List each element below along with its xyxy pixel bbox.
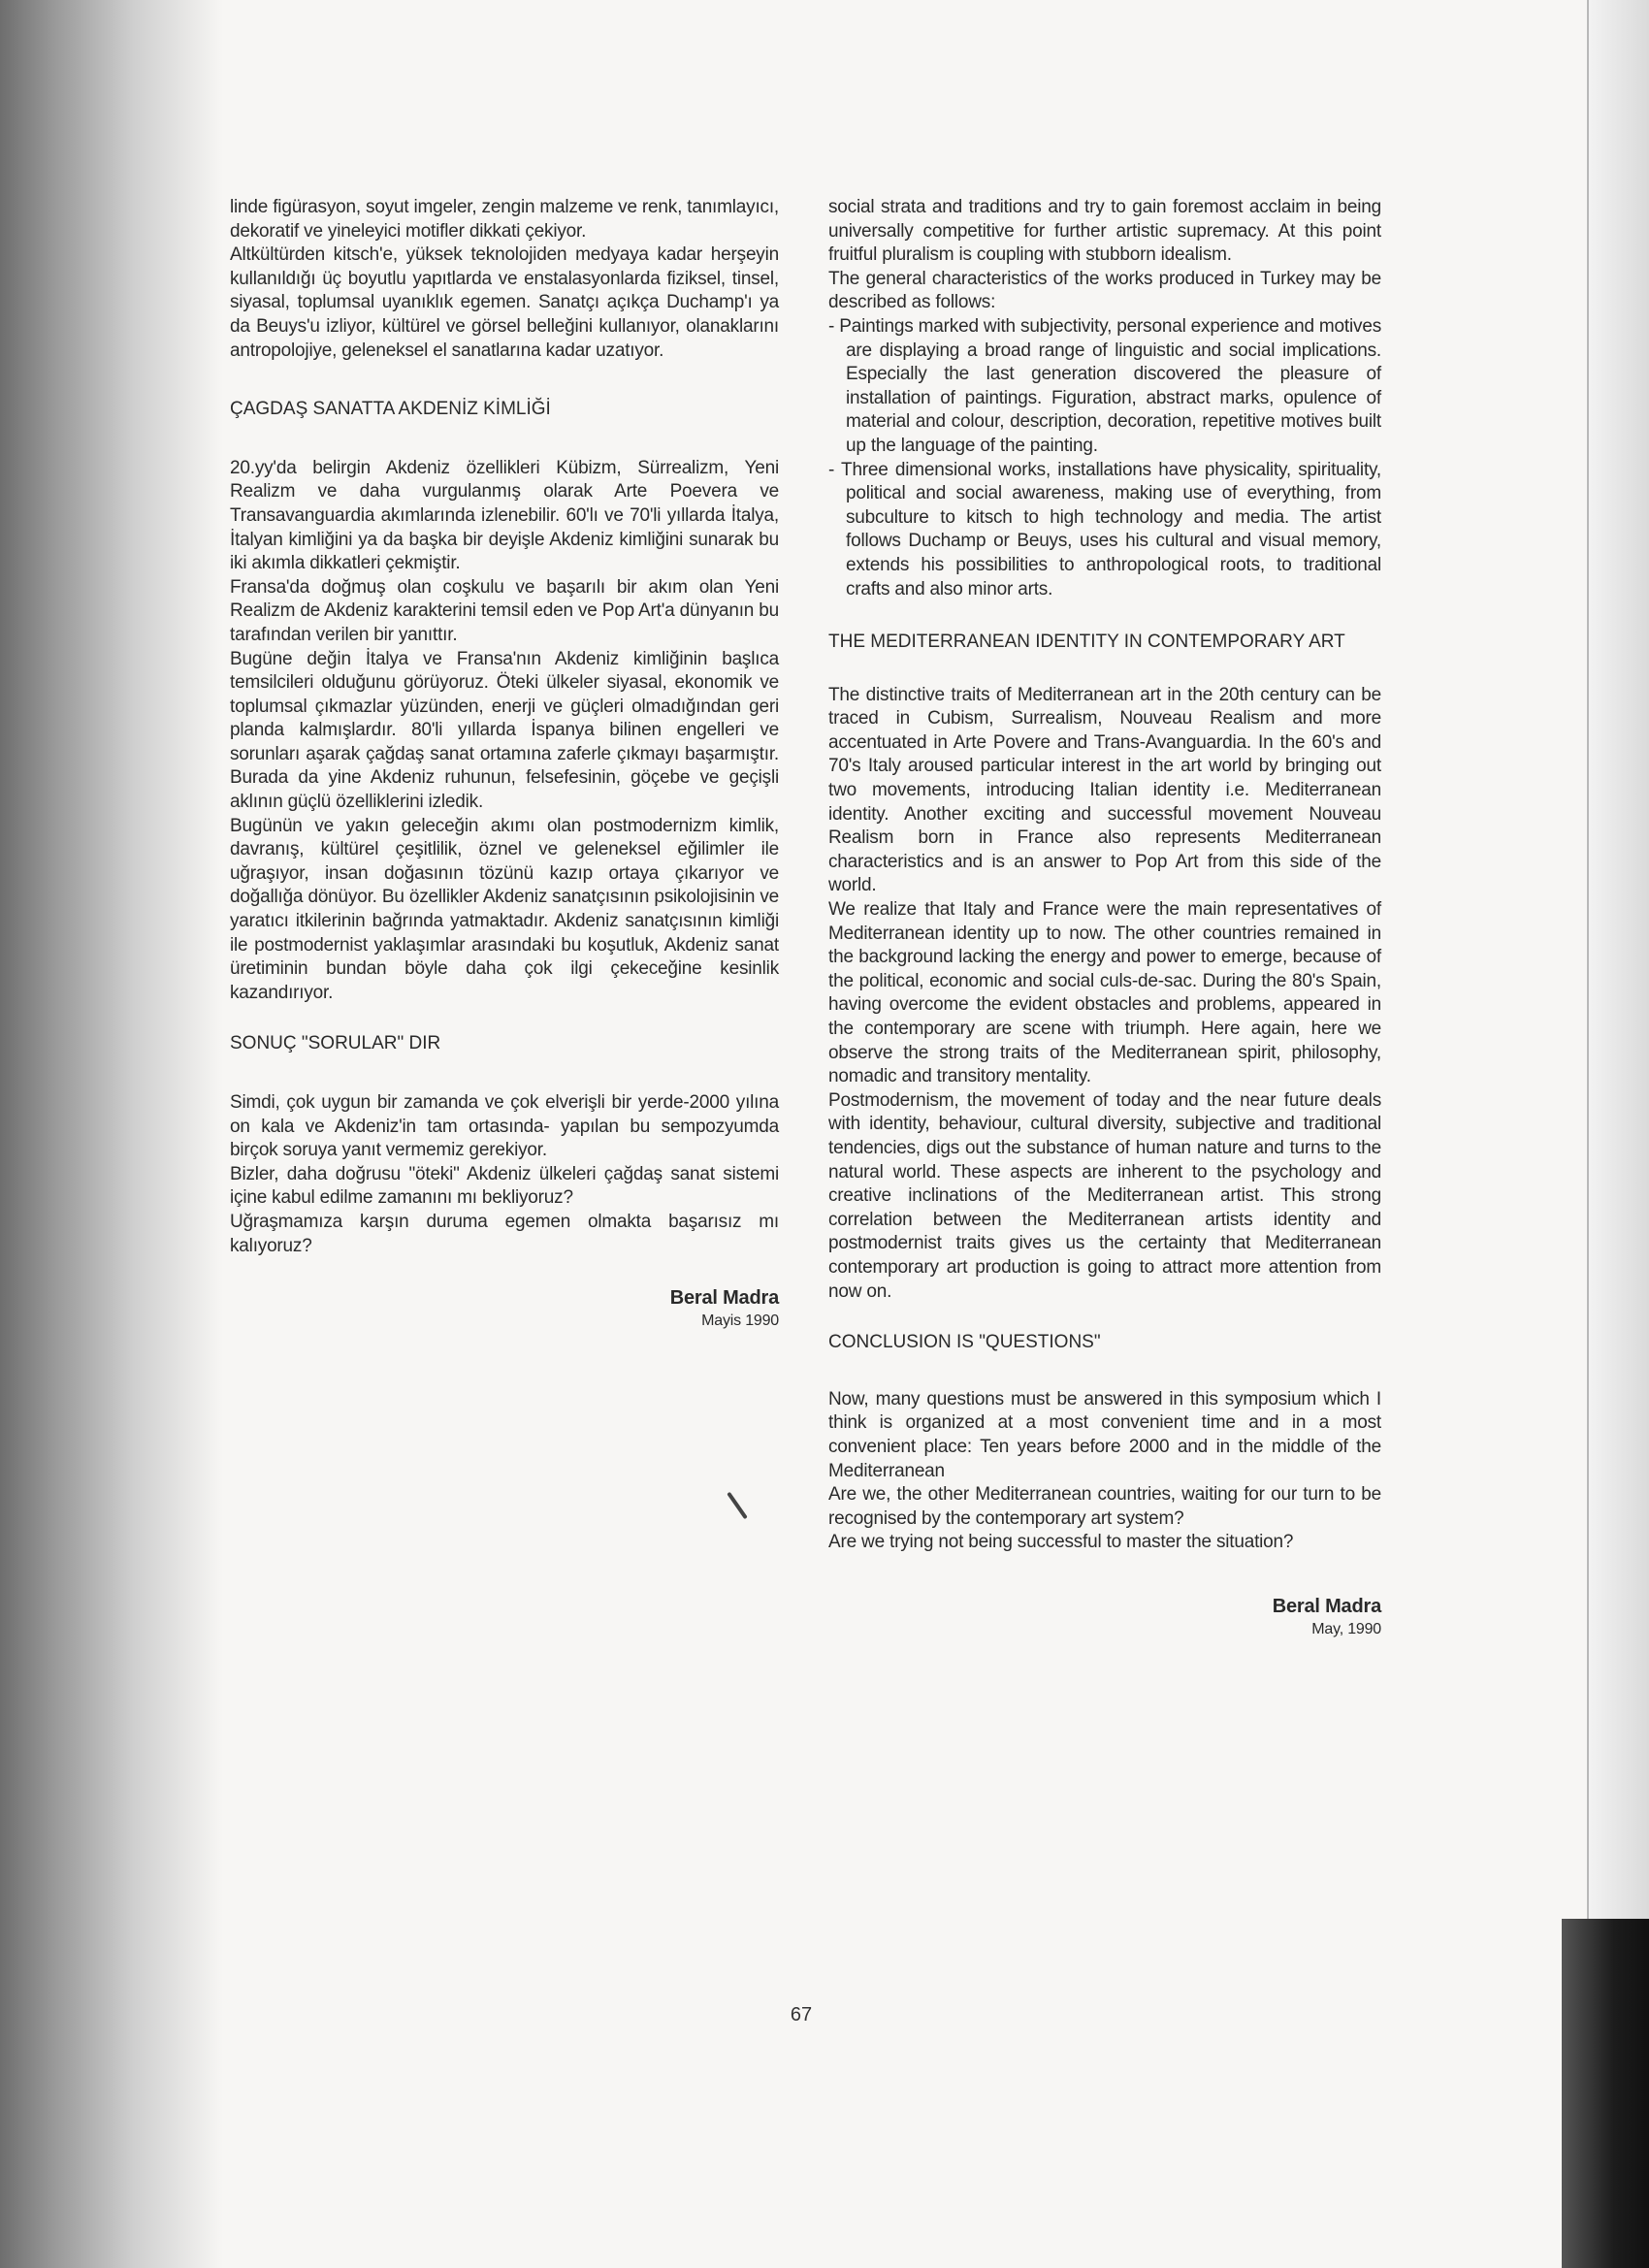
pen-mark — [727, 1492, 748, 1520]
page-number: 67 — [790, 2004, 813, 2025]
right-column-english — [828, 196, 1381, 1640]
paragraph: The general characteristics of the works produced in Turkey may be described as follows: — [828, 268, 1381, 313]
paragraph: Bizler, daha doğrusu "öteki" Akdeniz ülkeleri çağdaş sanat sistemi içine kabul edilme zamanını mı bekliyoruz? — [230, 1163, 779, 1209]
author-date: May, 1990 — [1311, 1620, 1381, 1637]
paragraph: Are we trying not being successful to master the situation? — [828, 1532, 1294, 1553]
paragraph: Postmodernism, the movement of today and the near future deals with identity, behaviour, cultural diversity, subjective and traditional tendencies, digs out the substance of human nature and turns to the natural world. These aspects are inherent to the psychology and creative inclinations of the Mediterranean artist. This strong correlation between the Mediterranean artists identity and postmodernist traits gives us the certainty that Mediterranean contemporary art production is going to attract more attention from now on. — [828, 1089, 1381, 1302]
section-heading: THE MEDITERRANEAN IDENTITY IN CONTEMPORARY ART — [828, 632, 1345, 653]
paragraph: 20.yy'da belirgin Akdeniz özellikleri Kübizm, Sürrealizm, Yeni Realizm ve daha vurgulanmış olarak Arte Poevera ve Transavanguardia akımlarında izlenebilir. 60'lı ve 70'li yıllarda İtalya, İtalyan kimliğini ya da başka bir deyişle Akdeniz kimliğini sunarak bu iki akımla dikkatleri çekmiştir. — [230, 457, 779, 574]
paragraph: The distinctive traits of Mediterranean art in the 20th century can be traced in Cubism, Surrealism, Nouveau Realism and more accentuated in Arte Povere and Trans-Avanguardia. In the 60's and 70's Italy aroused particular interest in the art world by bringing out two movements, introducing Italian identity i.e. Mediterranean identity. Another exciting and successful movement Nouveau Realism born in France also represents Mediterranean characteristics and is an answer to Pop Art from this side of the world. — [828, 684, 1381, 896]
section-heading: SONUÇ "SORULAR" DIR — [230, 1033, 441, 1054]
scan-corner-dark — [1562, 1919, 1649, 2268]
left-column-turkish — [230, 196, 779, 1332]
signature-block — [230, 1285, 779, 1332]
paragraph: Fransa'da doğmuş olan coşkulu ve başarılı bir akım olan Yeni Realizm de Akdeniz karakterini temsil eden ve Pop Art'a dünyanın bu tarafından verilen bir yanıttır. — [230, 576, 779, 645]
paragraph: social strata and traditions and try to gain foremost acclaim in being universally competitive for further artistic supremacy. At this point fruitful pluralism is coupling with stubborn idealism. — [828, 197, 1381, 266]
paragraph: Bugüne değin İtalya ve Fransa'nın Akdeniz kimliğinin başlıca temsilcileri olduğunu görüyoruz. Öteki ülkeler siyasal, ekonomik ve toplumsal çıkmazlar yüzünden, enerji ve güçleri olmadığından geri planda kalmışlardır. 80'li yıllarda İspanya bilinen engelleri ve sorunları aşarak çağdaş sanat ortamına zaferle çıkmayı başarmıştır. Burada da yine Akdeniz ruhunun, felsefesinin, göçebe ve geçişli aklının güçlü özelliklerini izledik. — [230, 648, 779, 813]
paragraph: Bugünün ve yakın geleceğin akımı olan postmodernizm kimlik, davranış, kültürel çeşitlilik, öznel ve geleneksel eğilimler ile uğraşıyor, insan doğasının tözünü kazıp ortaya çıkarıyor ve doğallığa dönüyor. Bu özellikler Akdeniz sanatçısının psikolojisinin ve yaratıcı itkilerinin bağrında yatmaktadır. Akdeniz sanatçısının kimliği ile postmodernist yaklaşımlar arasındaki bu koşutluk, Akdeniz sanat üretiminin bundan böyle daha çok ilgi çekeceğine kesinlik kazandırıyor. — [230, 815, 779, 1003]
signature-block — [828, 1594, 1381, 1640]
author-name: Beral Madra — [669, 1287, 779, 1310]
paragraph: Uğraşmamıza karşın duruma egemen olmakta başarısız mı kalıyoruz? — [230, 1211, 779, 1256]
paragraph: Simdi, çok uygun bir zamanda ve çok elverişli bir yerde-2000 yılına on kala ve Akdeniz'in tam ortasında- yapılan bu sempozyumda birçok soruya yanıt vermemiz gerekiyor. — [230, 1092, 779, 1161]
author-date: Mayis 1990 — [701, 1312, 779, 1330]
section-heading: ÇAGDAŞ SANATTA AKDENİZ KİMLİĞİ — [230, 399, 551, 420]
list-item: - Paintings marked with subjectivity, personal experience and motives are displaying a broad range of linguistic and social implications. Especially the last generation discovered the pleasure of installation of paintings. Figuration, abstract marks, opulence of material and colour, description, decoration, repetitive motives built up the language of the painting. — [828, 315, 1381, 456]
paragraph: linde figürasyon, soyut imgeler, zengin malzeme ve renk, tanımlayıcı, dekoratif ve yineleyici motifler dikkati çekiyor. — [230, 197, 779, 242]
scan-shadow-left — [0, 0, 223, 2268]
paragraph: Are we, the other Mediterranean countries, waiting for our turn to be recognised by the contemporary art system? — [828, 1484, 1381, 1529]
paragraph: Altkültürden kitsch'e, yüksek teknolojiden medyaya kadar herşeyin kullanıldığı üç boyutlu yapıtlarda ve enstalasyonlarda fiziksel, tinsel, siyasal, toplumsal uyanıklık egemen. Sanatçı açıkça Duchamp'ı ya da Beuys'u izliyor, kültürel ve görsel belleğini kullanıyor, olanaklarını antropolojiye, geleneksel el sanatlarına kadar uzatıyor. — [230, 244, 779, 361]
paragraph: We realize that Italy and France were the main representatives of Mediterranean identity up to now. The other countries remained in the background lacking the energy and power to emerge, because of the political, economic and social culs-de-sac. During the 80's Spain, having overcome the evident obstacles and problems, appeared in the contemporary are scene with triumph. Here again, here we observe the strong traits of the Mediterranean spirit, philosophy, nomadic and transitory mentality. — [828, 899, 1381, 1087]
paragraph: Now, many questions must be answered in this symposium which I think is organized at a most convenient time and in a most convenient place: Ten years before 2000 and in the middle of the Mediterranean — [828, 1388, 1381, 1481]
author-name: Beral Madra — [1272, 1595, 1381, 1617]
list-item: - Three dimensional works, installations have physicality, spirituality, political and social awareness, making use of everything, from subculture to kitsch to high technology and media. The artist follows Duchamp or Beuys, uses his cultural and visual memory, extends his possibilities to anthropological roots, to traditional crafts and also minor arts. — [828, 459, 1381, 599]
section-heading: CONCLUSION IS "QUESTIONS" — [828, 1332, 1101, 1353]
